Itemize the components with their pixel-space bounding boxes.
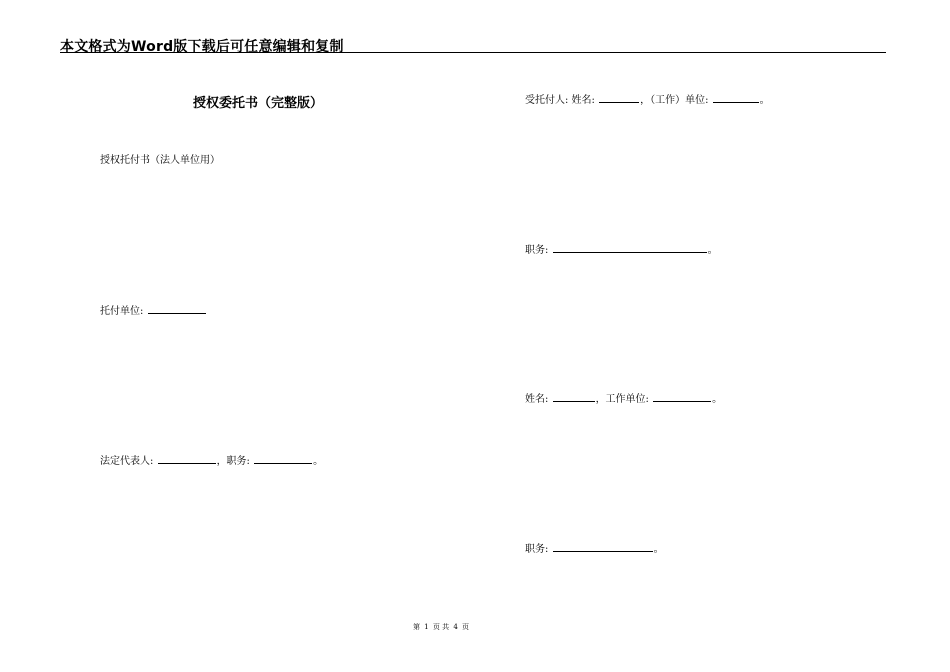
document-title: 授权委托书（完整版） [193, 96, 324, 111]
trustee-unit-label: ，（工作）单位: [640, 95, 709, 106]
legal-representative-line [100, 454, 323, 469]
legal-rep-end-mark: 。 [313, 456, 324, 467]
name2-unit-label: ，工作单位: [595, 394, 649, 405]
page-prefix: 第 [412, 623, 420, 631]
name2-blank[interactable] [553, 392, 595, 402]
subtitle-text: 授权托付书（法人单位用） [100, 155, 220, 166]
page-number-footer [0, 622, 882, 632]
document-subtitle [100, 154, 220, 168]
position1-blank[interactable] [553, 243, 707, 253]
position2-label: 职务: [525, 544, 549, 555]
position1-label: 职务: [525, 245, 549, 256]
page-header-title: 本文格式为Word版下载后可任意编辑和复制 [60, 39, 344, 55]
trustee-label: 受托付人: 姓名: [525, 95, 595, 106]
position-line-1 [525, 243, 718, 258]
trustee-line [525, 93, 770, 108]
name2-unit-blank[interactable] [653, 392, 711, 402]
legal-rep-position-blank[interactable] [254, 454, 312, 464]
page-suffix: 页 [462, 623, 470, 631]
position2-blank[interactable] [553, 542, 653, 552]
entrusting-unit-line [100, 304, 207, 319]
legal-rep-position-label: ，职务: [216, 456, 250, 467]
trustee-end-mark: 。 [759, 95, 770, 106]
name2-end-mark: 。 [712, 394, 723, 405]
entrusting-unit-label: 托付单位: [100, 306, 144, 317]
header-divider [60, 52, 886, 53]
legal-rep-name-blank[interactable] [158, 454, 216, 464]
trustee-unit-blank[interactable] [713, 93, 759, 103]
legal-rep-label: 法定代表人: [100, 456, 154, 467]
position-line-2 [525, 542, 664, 557]
page-current: 1 [424, 623, 429, 631]
trustee-name-blank[interactable] [599, 93, 639, 103]
name-line-2 [525, 392, 722, 407]
name2-label: 姓名: [525, 394, 549, 405]
entrusting-unit-blank[interactable] [148, 304, 206, 314]
position2-end-mark: 。 [653, 544, 664, 555]
page-total: 4 [453, 623, 458, 631]
page-middle: 页 共 [432, 623, 450, 631]
position1-end-mark: 。 [707, 245, 718, 256]
